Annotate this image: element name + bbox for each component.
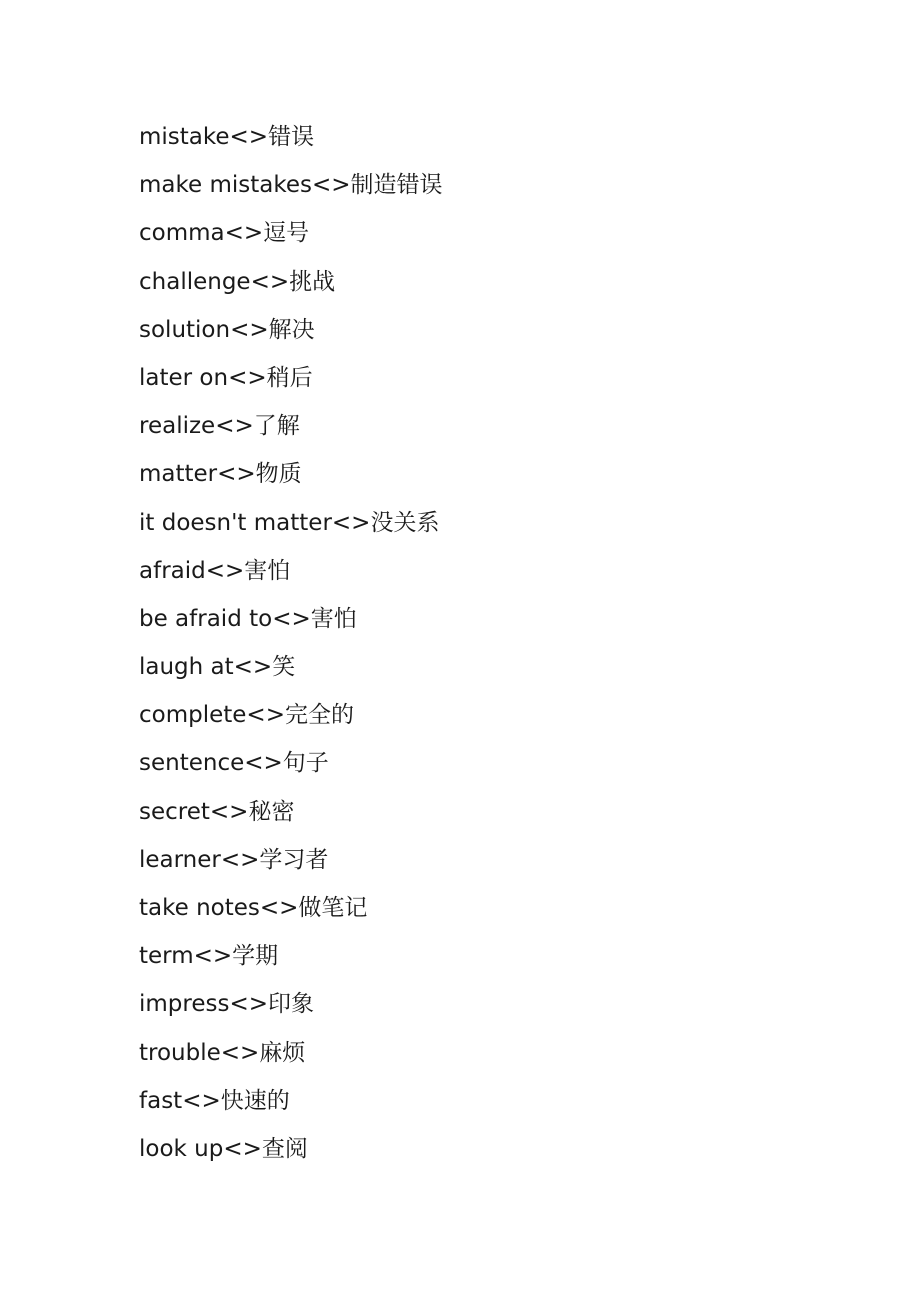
vocabulary-entry: be afraid to<>害怕 bbox=[139, 605, 357, 632]
vocabulary-entry: matter<>物质 bbox=[139, 461, 302, 488]
vocabulary-entry: trouble<>麻烦 bbox=[139, 1039, 306, 1066]
vocabulary-entry: make mistakes<>制造错误 bbox=[139, 172, 443, 199]
vocabulary-entry: challenge<>挑战 bbox=[139, 268, 336, 295]
vocabulary-entry: laugh at<>笑 bbox=[139, 654, 296, 681]
vocabulary-entry: learner<>学习者 bbox=[139, 846, 329, 873]
vocabulary-entry: comma<>逗号 bbox=[139, 220, 310, 247]
vocabulary-entry: term<>学期 bbox=[139, 943, 279, 970]
vocabulary-entry: sentence<>句子 bbox=[139, 750, 329, 777]
vocabulary-entry: mistake<>错误 bbox=[139, 124, 315, 150]
vocabulary-entry: afraid<>害怕 bbox=[139, 557, 291, 584]
vocabulary-entry: secret<>秘密 bbox=[139, 798, 295, 825]
vocabulary-entry: later on<>稍后 bbox=[139, 364, 313, 391]
vocabulary-entry: fast<>快速的 bbox=[139, 1087, 290, 1114]
vocabulary-entry: take notes<>做笔记 bbox=[139, 895, 368, 921]
vocabulary-entry: solution<>解决 bbox=[139, 316, 315, 343]
vocabulary-entry: it doesn't matter<>没关系 bbox=[139, 509, 440, 536]
vocabulary-entry: impress<>印象 bbox=[139, 991, 315, 1018]
vocabulary-entry: look up<>查阅 bbox=[139, 1135, 308, 1162]
vocabulary-entry: complete<>完全的 bbox=[139, 702, 354, 729]
vocabulary-list bbox=[139, 113, 443, 1173]
vocabulary-entry: realize<>了解 bbox=[139, 413, 300, 440]
